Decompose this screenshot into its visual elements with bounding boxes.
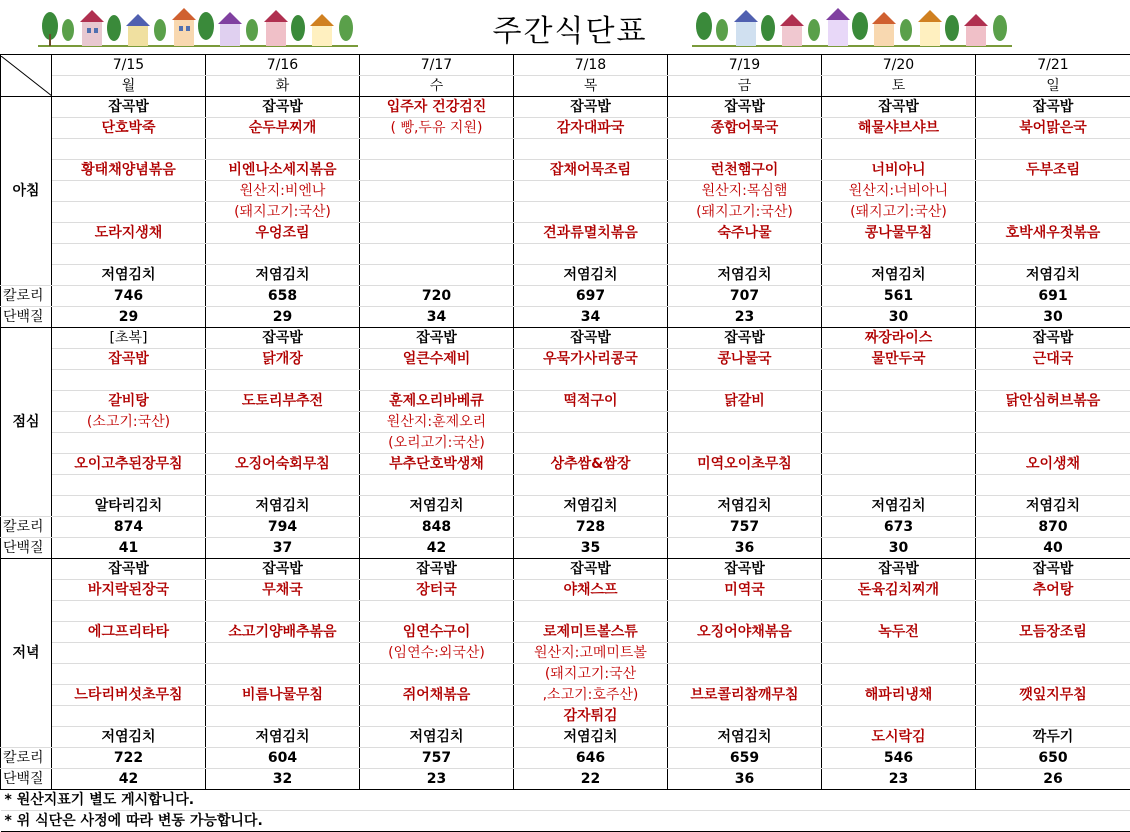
calorie-value: 561 — [822, 286, 976, 307]
protein-value: 42 — [360, 538, 514, 559]
protein-value: 23 — [668, 307, 822, 328]
menu-item — [822, 475, 976, 496]
menu-item: 원산지:비엔나 — [206, 181, 360, 202]
page-title: 주간식단표 — [470, 6, 670, 50]
header — [0, 0, 1130, 54]
menu-item: 저염김치 — [668, 496, 822, 517]
corner-header — [1, 55, 52, 97]
menu-item: 돈육김치찌개 — [822, 580, 976, 601]
menu-item — [822, 139, 976, 160]
menu-item: 잡곡밥 — [668, 559, 822, 580]
menu-item: 원산지:목심햄 — [668, 181, 822, 202]
menu-item: 저염김치 — [514, 496, 668, 517]
menu-item — [206, 664, 360, 685]
menu-item: 잡곡밥 — [514, 97, 668, 118]
menu-item — [206, 433, 360, 454]
menu-item — [360, 181, 514, 202]
menu-item — [206, 706, 360, 727]
menu-item — [360, 265, 514, 286]
menu-item: 떡적구이 — [514, 391, 668, 412]
menu-item: 저염김치 — [206, 496, 360, 517]
menu-item: 깻잎지무침 — [976, 685, 1130, 706]
menu-item: 북어맑은국 — [976, 118, 1130, 139]
calorie-value: 546 — [822, 748, 976, 769]
menu-item: 저염김치 — [822, 265, 976, 286]
menu-item — [514, 139, 668, 160]
menu-item — [668, 412, 822, 433]
menu-item: ,소고기:호주산) — [514, 685, 668, 706]
menu-item — [822, 601, 976, 622]
menu-item: 야채스프 — [514, 580, 668, 601]
calorie-value: 658 — [206, 286, 360, 307]
menu-item: 잡곡밥 — [52, 559, 206, 580]
menu-item — [514, 181, 668, 202]
menu-item — [514, 244, 668, 265]
menu-item — [514, 475, 668, 496]
menu-item — [668, 475, 822, 496]
day-date: 7/16 — [206, 55, 360, 76]
menu-item — [822, 433, 976, 454]
menu-item: 잡곡밥 — [206, 328, 360, 349]
day-date: 7/17 — [360, 55, 514, 76]
menu-item: (돼지고기:국산) — [668, 202, 822, 223]
protein-value: 37 — [206, 538, 360, 559]
day-date: 7/15 — [52, 55, 206, 76]
menu-item: 물만두국 — [822, 349, 976, 370]
menu-item — [514, 412, 668, 433]
menu-item — [360, 370, 514, 391]
menu-item: 저염김치 — [52, 265, 206, 286]
menu-item: 우묵가사리콩국 — [514, 349, 668, 370]
calorie-value: 746 — [52, 286, 206, 307]
menu-item — [976, 370, 1130, 391]
protein-label: 단백질 — [1, 307, 52, 328]
menu-item: 호박새우젓볶음 — [976, 223, 1130, 244]
footnote: * 원산지표기 별도 게시합니다. — [1, 790, 1130, 811]
menu-item — [206, 139, 360, 160]
menu-item: 황태채양념볶음 — [52, 160, 206, 181]
menu-item: 오이생채 — [976, 454, 1130, 475]
menu-item: 원산지:너비아니 — [822, 181, 976, 202]
menu-item: 미역오이초무침 — [668, 454, 822, 475]
menu-item: 잡곡밥 — [976, 559, 1130, 580]
menu-item: 저염김치 — [206, 265, 360, 286]
menu-item: 저염김치 — [976, 265, 1130, 286]
calorie-value: 646 — [514, 748, 668, 769]
protein-value: 32 — [206, 769, 360, 790]
menu-item — [514, 433, 668, 454]
menu-item: 저염김치 — [206, 727, 360, 748]
menu-item: 견과류멸치볶음 — [514, 223, 668, 244]
protein-value: 26 — [976, 769, 1130, 790]
menu-item: 감자튀김 — [514, 706, 668, 727]
menu-item: 도시락김 — [822, 727, 976, 748]
menu-item — [668, 370, 822, 391]
menu-item — [976, 706, 1130, 727]
menu-item: 저염김치 — [360, 727, 514, 748]
day-date: 7/21 — [976, 55, 1130, 76]
menu-item — [52, 601, 206, 622]
calorie-value: 722 — [52, 748, 206, 769]
menu-item — [822, 370, 976, 391]
day-date: 7/20 — [822, 55, 976, 76]
menu-item: 에그프리타타 — [52, 622, 206, 643]
menu-item: [초복] — [52, 328, 206, 349]
menu-item — [668, 244, 822, 265]
calorie-value: 874 — [52, 517, 206, 538]
menu-item — [976, 202, 1130, 223]
calorie-value: 604 — [206, 748, 360, 769]
menu-item: 닭안심허브볶음 — [976, 391, 1130, 412]
menu-item: 단호박죽 — [52, 118, 206, 139]
menu-item — [206, 412, 360, 433]
menu-item: 저염김치 — [514, 265, 668, 286]
menu-item — [976, 244, 1130, 265]
menu-item — [822, 706, 976, 727]
menu-item: 잡곡밥 — [514, 559, 668, 580]
menu-item: 런천햄구이 — [668, 160, 822, 181]
menu-item: 오징어야채볶음 — [668, 622, 822, 643]
menu-item: 잡곡밥 — [822, 559, 976, 580]
calorie-value: 720 — [360, 286, 514, 307]
calorie-value: 691 — [976, 286, 1130, 307]
menu-item: 잡곡밥 — [52, 97, 206, 118]
village-illustration-left — [38, 4, 358, 48]
meal-label-dinner: 저녁 — [1, 559, 52, 748]
day-date: 7/19 — [668, 55, 822, 76]
menu-item: 비엔나소세지볶음 — [206, 160, 360, 181]
protein-label: 단백질 — [1, 769, 52, 790]
calorie-value: 697 — [514, 286, 668, 307]
menu-item: 해물샤브샤브 — [822, 118, 976, 139]
menu-item — [822, 412, 976, 433]
menu-item — [668, 706, 822, 727]
menu-item: 녹두전 — [822, 622, 976, 643]
menu-item: 얼큰수제비 — [360, 349, 514, 370]
menu-item — [976, 181, 1130, 202]
menu-item — [206, 244, 360, 265]
diagonal-line — [1, 56, 52, 96]
menu-item: 깍두기 — [976, 727, 1130, 748]
menu-item: 비름나물무침 — [206, 685, 360, 706]
menu-item: 저염김치 — [822, 496, 976, 517]
menu-item — [52, 664, 206, 685]
menu-item: 잡곡밥 — [52, 349, 206, 370]
calorie-value: 659 — [668, 748, 822, 769]
day-of-week: 일 — [976, 76, 1130, 97]
menu-item: 원산지:고메미트볼 — [514, 643, 668, 664]
menu-item — [976, 433, 1130, 454]
protein-value: 40 — [976, 538, 1130, 559]
protein-value: 23 — [822, 769, 976, 790]
menu-item: 감자대파국 — [514, 118, 668, 139]
day-of-week: 토 — [822, 76, 976, 97]
menu-item — [668, 139, 822, 160]
protein-value: 35 — [514, 538, 668, 559]
menu-item: 우엉조림 — [206, 223, 360, 244]
calorie-value: 673 — [822, 517, 976, 538]
menu-item: 잡곡밥 — [206, 97, 360, 118]
menu-item: 저염김치 — [360, 496, 514, 517]
menu-item — [976, 475, 1130, 496]
day-of-week: 화 — [206, 76, 360, 97]
menu-item — [360, 475, 514, 496]
menu-item — [52, 202, 206, 223]
menu-item — [206, 370, 360, 391]
menu-item — [976, 643, 1130, 664]
protein-value: 42 — [52, 769, 206, 790]
menu-item: 저염김치 — [52, 727, 206, 748]
menu-item — [52, 244, 206, 265]
calorie-value: 870 — [976, 517, 1130, 538]
menu-item — [822, 643, 976, 664]
protein-value: 41 — [52, 538, 206, 559]
calorie-value: 707 — [668, 286, 822, 307]
menu-item: 너비아니 — [822, 160, 976, 181]
menu-item: 오이고추된장무침 — [52, 454, 206, 475]
protein-value: 36 — [668, 538, 822, 559]
menu-item: 저염김치 — [668, 727, 822, 748]
menu-item: 잡곡밥 — [668, 97, 822, 118]
menu-item — [822, 244, 976, 265]
menu-item: 콩나물국 — [668, 349, 822, 370]
menu-item — [668, 664, 822, 685]
menu-item — [52, 433, 206, 454]
village-illustration-right — [692, 4, 1012, 48]
day-of-week: 수 — [360, 76, 514, 97]
menu-item: 잡곡밥 — [360, 328, 514, 349]
protein-value: 36 — [668, 769, 822, 790]
menu-item: 잡곡밥 — [668, 328, 822, 349]
protein-value: 34 — [360, 307, 514, 328]
footnote: * 위 식단은 사정에 따라 변동 가능합니다. — [1, 811, 1130, 832]
menu-item: (돼지고기:국산) — [822, 202, 976, 223]
menu-item — [976, 412, 1130, 433]
menu-item: 입주자 건강검진 — [360, 97, 514, 118]
menu-item: 저염김치 — [976, 496, 1130, 517]
calorie-value: 728 — [514, 517, 668, 538]
protein-value: 29 — [52, 307, 206, 328]
menu-item: 쥐어채볶음 — [360, 685, 514, 706]
menu-item: 순두부찌개 — [206, 118, 360, 139]
menu-item: 부추단호박생채 — [360, 454, 514, 475]
menu-item: 추어탕 — [976, 580, 1130, 601]
menu-item — [360, 244, 514, 265]
menu-item — [52, 475, 206, 496]
menu-item: 숙주나물 — [668, 223, 822, 244]
calorie-value: 650 — [976, 748, 1130, 769]
menu-item: 훈제오리바베큐 — [360, 391, 514, 412]
menu-item: 해파리냉채 — [822, 685, 976, 706]
protein-value: 30 — [976, 307, 1130, 328]
protein-value: 30 — [822, 538, 976, 559]
menu-item — [360, 601, 514, 622]
menu-item: 브로콜리참깨무침 — [668, 685, 822, 706]
calorie-value: 794 — [206, 517, 360, 538]
calorie-value: 757 — [668, 517, 822, 538]
menu-item: 잡곡밥 — [360, 559, 514, 580]
menu-item: 오징어숙회무침 — [206, 454, 360, 475]
menu-item: 장터국 — [360, 580, 514, 601]
menu-item — [514, 202, 668, 223]
menu-item — [668, 601, 822, 622]
menu-item — [52, 181, 206, 202]
calorie-label: 칼로리 — [1, 517, 52, 538]
menu-item: 저염김치 — [668, 265, 822, 286]
menu-item — [822, 391, 976, 412]
menu-item — [668, 433, 822, 454]
menu-item — [514, 601, 668, 622]
weekly-menu-table — [0, 54, 1130, 832]
protein-value: 29 — [206, 307, 360, 328]
menu-item — [976, 664, 1130, 685]
menu-item — [822, 664, 976, 685]
menu-item: 잡곡밥 — [822, 97, 976, 118]
protein-value: 22 — [514, 769, 668, 790]
menu-item: 바지락된장국 — [52, 580, 206, 601]
menu-item — [206, 601, 360, 622]
menu-item — [514, 370, 668, 391]
menu-item: 닭개장 — [206, 349, 360, 370]
menu-item: 닭갈비 — [668, 391, 822, 412]
day-of-week: 금 — [668, 76, 822, 97]
menu-item: 미역국 — [668, 580, 822, 601]
menu-item: 알타리김치 — [52, 496, 206, 517]
menu-item — [206, 475, 360, 496]
day-date: 7/18 — [514, 55, 668, 76]
menu-item: (오리고기:국산) — [360, 433, 514, 454]
menu-item — [822, 454, 976, 475]
menu-item: 느타리버섯초무침 — [52, 685, 206, 706]
menu-item: 모듬장조림 — [976, 622, 1130, 643]
menu-item: 종합어묵국 — [668, 118, 822, 139]
calorie-label: 칼로리 — [1, 286, 52, 307]
menu-item: (돼지고기:국산 — [514, 664, 668, 685]
menu-item: (임연수:외국산) — [360, 643, 514, 664]
menu-item: 임연수구이 — [360, 622, 514, 643]
protein-value: 30 — [822, 307, 976, 328]
menu-item — [360, 664, 514, 685]
menu-item: 로제미트볼스튜 — [514, 622, 668, 643]
menu-item: ( 빵,두유 지원) — [360, 118, 514, 139]
menu-item — [52, 706, 206, 727]
menu-item: 짜장라이스 — [822, 328, 976, 349]
menu-item: 잡곡밥 — [976, 328, 1130, 349]
calorie-label: 칼로리 — [1, 748, 52, 769]
menu-item: 잡곡밥 — [514, 328, 668, 349]
menu-item: 무채국 — [206, 580, 360, 601]
protein-value: 23 — [360, 769, 514, 790]
day-of-week: 목 — [514, 76, 668, 97]
menu-item: 잡곡밥 — [976, 97, 1130, 118]
menu-item: 도라지생채 — [52, 223, 206, 244]
menu-item — [360, 160, 514, 181]
menu-item: 잡곡밥 — [206, 559, 360, 580]
menu-item: 잡채어묵조림 — [514, 160, 668, 181]
menu-item — [52, 643, 206, 664]
menu-item — [976, 601, 1130, 622]
menu-item — [668, 643, 822, 664]
menu-item: 원산지:훈제오리 — [360, 412, 514, 433]
menu-item — [360, 202, 514, 223]
menu-item: 콩나물무침 — [822, 223, 976, 244]
menu-item — [360, 223, 514, 244]
calorie-value: 757 — [360, 748, 514, 769]
protein-value: 34 — [514, 307, 668, 328]
menu-item — [976, 139, 1130, 160]
menu-item — [360, 139, 514, 160]
protein-label: 단백질 — [1, 538, 52, 559]
menu-item: (소고기:국산) — [52, 412, 206, 433]
menu-item: (돼지고기:국산) — [206, 202, 360, 223]
menu-item: 소고기양배추볶음 — [206, 622, 360, 643]
menu-item: 두부조림 — [976, 160, 1130, 181]
menu-item: 저염김치 — [514, 727, 668, 748]
calorie-value: 848 — [360, 517, 514, 538]
meal-label-breakfast: 아침 — [1, 97, 52, 286]
day-of-week: 월 — [52, 76, 206, 97]
menu-item: 근대국 — [976, 349, 1130, 370]
menu-item: 상추쌈&쌈장 — [514, 454, 668, 475]
meal-label-lunch: 점심 — [1, 328, 52, 517]
menu-item — [360, 706, 514, 727]
menu-item — [206, 643, 360, 664]
menu-item — [52, 370, 206, 391]
menu-item: 갈비탕 — [52, 391, 206, 412]
menu-item: 도토리부추전 — [206, 391, 360, 412]
menu-item — [52, 139, 206, 160]
